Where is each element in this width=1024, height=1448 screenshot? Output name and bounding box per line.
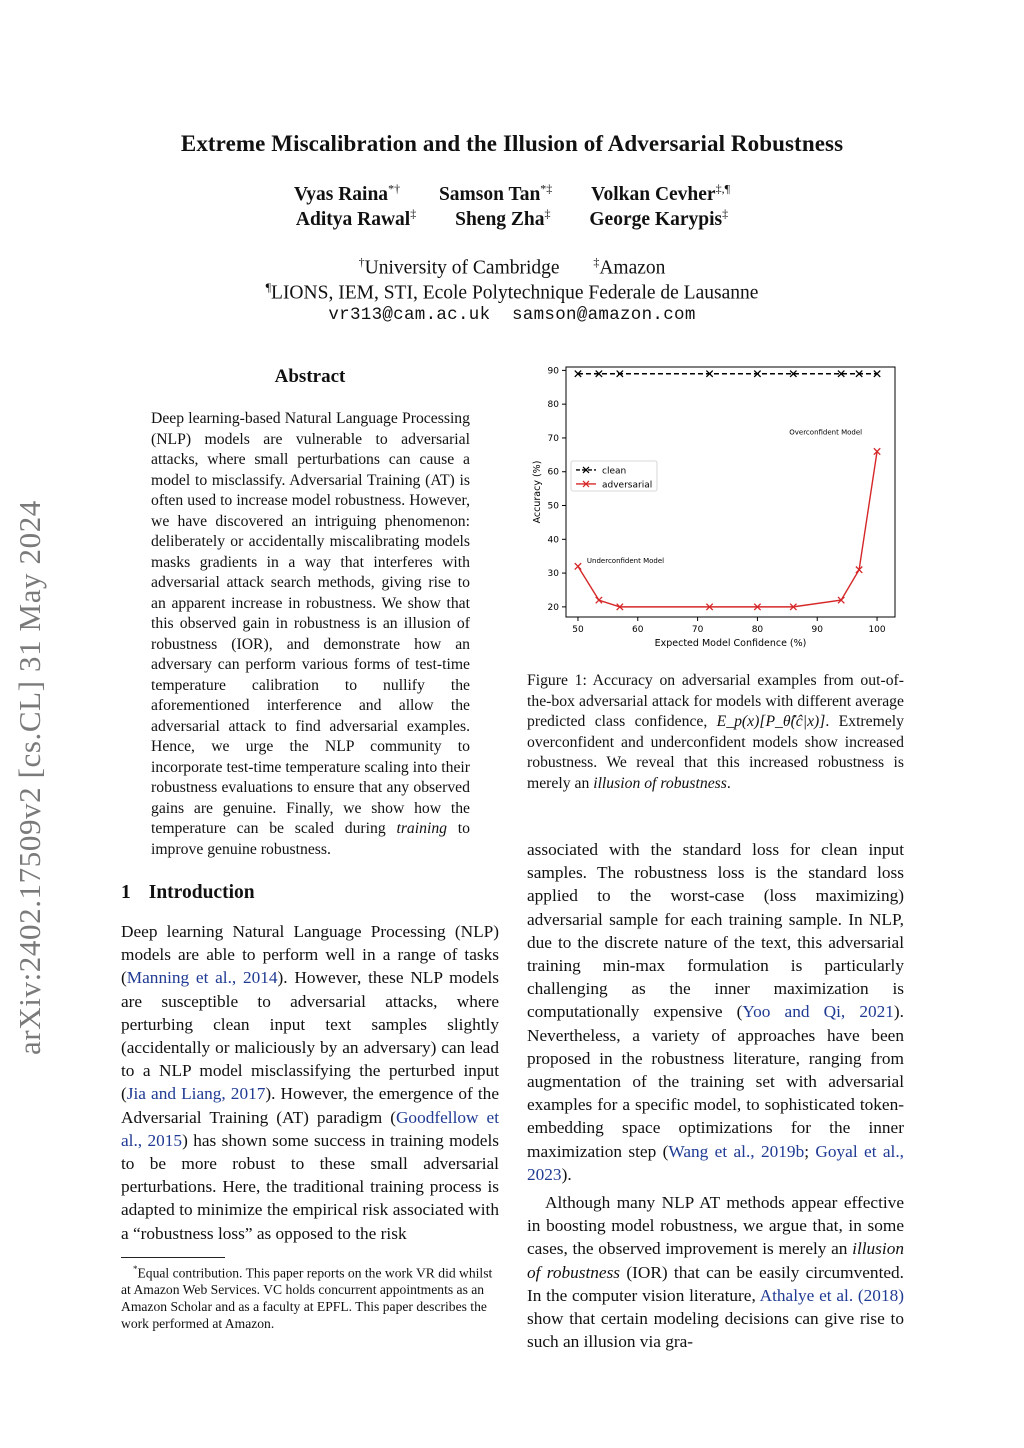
section-heading: 1 Introduction [121,882,255,903]
author: Sheng Zha‡ [455,206,551,230]
legend-label: clean [602,466,627,477]
footnote-rule [121,1257,225,1258]
intro-paragraph: Deep learning Natural Language Processing (NLP) models are able to perform well in a range of tasks (Manning et al., 2014). However, these NLP models are susceptible to adversarial attacks, where perturbing clean input text samples slightly (accidentally or maliciously by an adversary) can lead to a NLP model misclassifying the perturbed input (Jia and Liang, 2017). However, the emergence of the Adversarial Training (AT) paradigm (Goodfellow et al., 2015) has shown some success in training models to be more robust to these small adversarial perturbations. Here, the traditional training process is adapted to minimize the empirical risk associated with a “robustness loss” as opposed to the risk [121,922,500,1243]
plot-frame [566,367,895,617]
y-tick-label: 80 [547,400,559,411]
x-tick-label: 90 [811,625,823,635]
paragraph: Although many NLP AT methods appear effective in boosting model robustness, we argue that, in some cases, the observed improvement is merely an illusion of robustness (IOR) that can be easily circumvented. In the computer vision literature, Athalye et al. (2018) show that certain modeling decisions can give rise to such an illusion via gra- [527,1193,904,1352]
author: Samson Tan*‡ [438,181,553,205]
figure-caption: Figure 1: Accuracy on adversarial examples from out-of-the-box adversarial attack for models with different average predicted class confidence, E_p(x)[P_θ̂(ĉ|x)]. Extremely overconfident and underconfident models show increased robustness. We reveal that this increased robustness is merely an illusion of robustness. [527,672,904,792]
accuracy-chart [525,362,905,652]
y-tick-label: 40 [547,535,559,546]
annotation: Underconfident Model [586,556,665,565]
paper-title: Extreme Miscalibration and the Illusion of Adversarial Robustness [180,131,844,156]
x-tick-label: 100 [868,625,886,635]
author-row-2 [0,206,1024,231]
emails: vr313@cam.ac.uk samson@amazon.com [328,305,696,325]
x-tick-label: 70 [691,625,704,635]
y-tick-label: 70 [547,433,559,444]
citation-link[interactable]: Yoo and Qi, 2021 [742,1002,894,1022]
y-tick-label: 30 [547,569,559,580]
author: Volkan Cevher‡,¶ [591,181,731,205]
footnote: *Equal contribution. This paper reports on the work VR did whilst at Amazon Web Services. VC holds concurrent appointments as an Amazon Scholar and as a faculty at EPFL. This paper describes the work performed at Amazon. [121,1264,493,1331]
annotation: Overconfident Model [789,428,863,437]
y-tick-label: 90 [547,366,559,377]
figure-1 [525,362,905,652]
author: Aditya Rawal‡ [295,206,417,230]
x-axis-label: Expected Model Confidence (%) [654,638,807,649]
paragraph: associated with the standard loss for clean input samples. The robustness loss is the standard loss applied to the worst-case (loss maximizing) adversarial sample for each training sample. In NLP, due to the discrete nature of the text, this adversarial training min-max formulation is particularly challenging as the inner maximization is computationally expensive (Yoo and Qi, 2021). Nevertheless, a variety of approaches have been proposed in the robustness literature, ranging from augmentation of the training set with adversarial examples for a specific model, to sophisticated token-embedding space optimizations for the inner maximization step (Wang et al., 2019b; Goyal et al., 2023). [527,840,904,1184]
affiliation-row-2: ¶LIONS, IEM, STI, Ecole Polytechnique Federale de Lausanne [265,280,759,304]
affiliation-row-1: †University of Cambridge ‡Amazon [358,255,666,279]
citation-link[interactable]: Goodfellow et al., 2015 [121,1107,500,1150]
y-axis-label: Accuracy (%) [532,460,543,524]
citation-link[interactable]: Wang et al., 2019b [668,1141,805,1161]
y-tick-label: 50 [547,501,559,512]
citation-link[interactable]: Athalye et al. (2018) [759,1285,904,1305]
x-tick-label: 60 [632,625,644,635]
author: Vyas Raina*† [293,181,401,205]
right-column-text [527,838,904,1353]
arxiv-identifier: arXiv:2402.17509v2 [cs.CL] 31 May 2024 [12,500,47,1055]
y-tick-label: 20 [547,602,559,613]
abstract-body: Deep learning-based Natural Language Processing (NLP) models are vulnerable to adversarial attacks, where small perturbations can cause a model to misclassify. Adversarial Training (AT) is often used to increase model robustness. However, we have discovered an intriguing phenomenon: deliberately or accidentally miscalibrating models masks gradients in a way that interferes with adversarial attack search methods, giving rise to an apparent increase in robustness. We show that this observed gain in robustness is an illusion of robustness (IOR), and demonstrate how an adversary can perform various forms of test-time temperature calibration to nullify the aforementioned interference and allow the adversarial attack to find adversarial examples. Hence, we urge the NLP community to incorporate test-time temperature scaling into their robustness evaluations to ensure that any observed gains are genuine. Finally, we show how the temperature can be scaled during training to improve genuine robustness. [151,410,470,858]
legend-label: adversarial [602,480,653,491]
citation-link[interactable]: Jia and Liang, 2017 [126,1084,266,1104]
abstract-heading: Abstract [274,366,346,387]
citation-link[interactable]: Manning et al., 2014 [126,968,278,988]
author: George Karypis‡ [589,206,729,230]
y-tick-label: 60 [547,467,559,478]
x-tick-label: 50 [572,625,584,635]
x-tick-label: 80 [751,625,764,635]
author-row-1 [0,181,1024,206]
citation-link[interactable]: Goyal et al., 2023 [527,1141,904,1184]
